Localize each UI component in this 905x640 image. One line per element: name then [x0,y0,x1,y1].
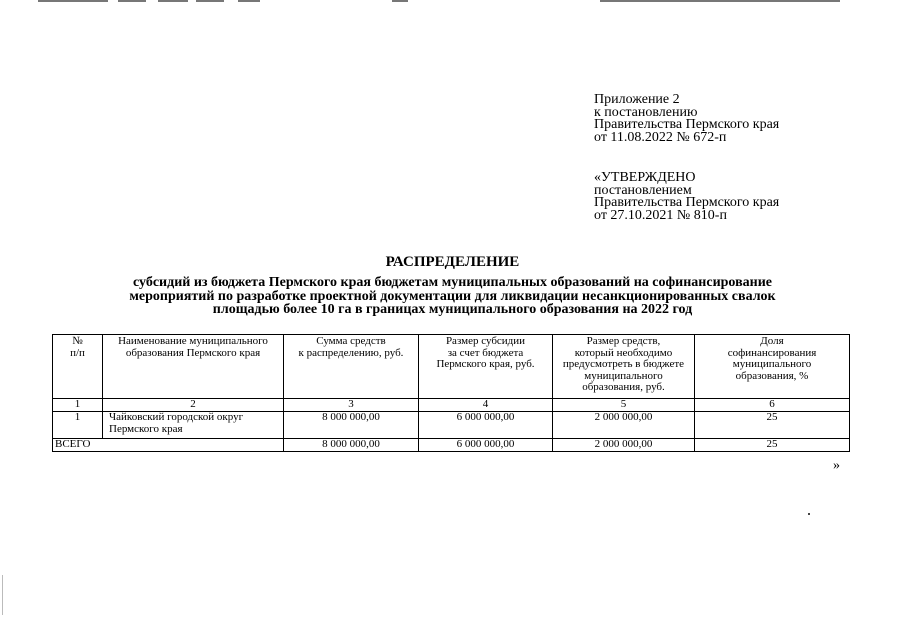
scan-top-edge-marks [0,0,905,3]
appendix-line: от 11.08.2022 № 672-п [594,129,727,145]
header-cofinancing-share: Доля софинансирования муниципального образования, % [695,335,850,399]
approval-stamp-text [594,172,779,222]
cofinancing-share-cell: 25 [695,412,850,439]
total-row [53,439,850,452]
appendix-reference [594,94,779,144]
header-subsidy-amount: Размер субсидии за счет бюджета Пермского края, руб. [419,335,553,399]
municipality-name: Чайковский городской округ Пермского края [103,412,284,439]
column-number: 1 [53,399,103,412]
appendix-line: Правительства Пермского края [594,117,780,132]
column-number: 2 [103,399,284,412]
scan-speck [808,513,810,515]
column-number: 3 [284,399,419,412]
document-title: РАСПРЕДЕЛЕНИЕ [385,254,520,270]
approval-line: Правительства Пермского края [594,195,780,210]
cofinancing-share-total: 25 [695,439,850,452]
approval-line: от 27.10.2021 № 810-п [594,207,727,223]
subtitle-line: субсидий из бюджета Пермского края бюджетам муниципальных образований на софинансирование [132,275,772,290]
total-amount-sum: 8 000 000,00 [284,439,419,452]
column-number: 5 [553,399,695,412]
municipal-amount-cell: 2 000 000,00 [553,412,695,439]
subsidy-amount-cell: 6 000 000,00 [419,412,553,439]
municipal-amount-sum: 2 000 000,00 [553,439,695,452]
document-subtitle [0,276,905,317]
header-total-amount: Сумма средств к распределению, руб. [284,335,419,399]
subtitle-line: мероприятий по разработке проектной документации для ликвидации несанкционированных свалок [129,288,776,304]
subtitle-line: площадью более 10 га в границах муниципального образования на 2022 год [212,302,693,317]
table-header-row [53,335,850,399]
total-amount-cell: 8 000 000,00 [284,412,419,439]
column-number: 6 [695,399,850,412]
header-number: № п/п [53,335,103,399]
appendix-line: к постановлению [594,104,698,120]
subsidy-amount-sum: 6 000 000,00 [419,439,553,452]
approval-line: «УТВЕРЖДЕНО [594,170,696,185]
column-number: 4 [419,399,553,412]
closing-quote: » [833,458,840,473]
column-number-row [53,399,850,412]
total-label: ВСЕГО [53,439,284,452]
header-municipal-amount: Размер средств, который необходимо предусмотреть в бюджете муниципального образования, руб. [553,335,695,399]
header-municipality: Наименование муниципального образования Пермского края [103,335,284,399]
table-row [53,412,850,439]
distribution-table [52,334,850,452]
appendix-line: Приложение 2 [594,92,680,107]
approval-line: постановлением [594,182,692,198]
row-number: 1 [53,412,103,439]
scan-edge-mark [2,575,3,615]
